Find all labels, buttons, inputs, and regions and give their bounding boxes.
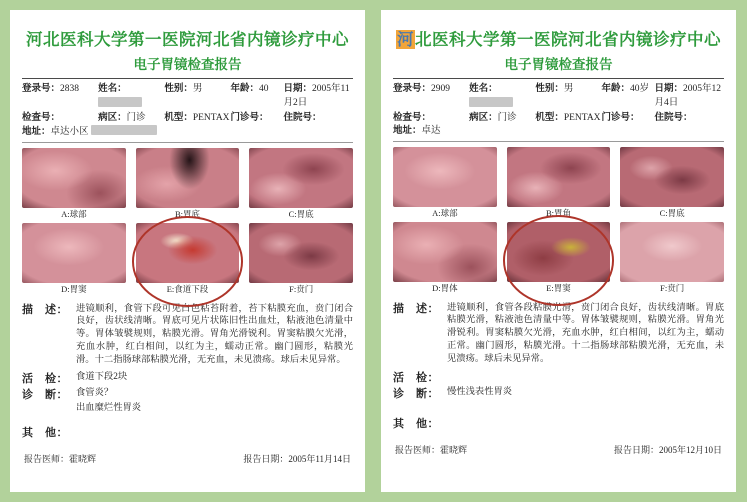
report-date-label: 报告日期： — [243, 453, 289, 464]
biopsy-section — [393, 369, 724, 385]
endoscopy-photo — [507, 147, 611, 207]
inpatient-label: 住院号： — [654, 112, 693, 123]
report-date-value: 2005年11月14日 — [288, 453, 351, 464]
date-label: 日期： — [654, 84, 683, 94]
endoscopy-photo — [507, 222, 611, 282]
inpatient-label: 住院号： — [283, 112, 322, 123]
divider — [22, 142, 353, 143]
ward-value: 门诊 — [497, 112, 517, 123]
title-highlighted-char: 河 — [397, 30, 414, 49]
age-value: 40 — [259, 84, 269, 94]
biopsy-section — [22, 370, 353, 386]
ward-label: 病区： — [98, 112, 127, 123]
hospital-title — [393, 26, 724, 50]
info-row-3 — [393, 125, 724, 139]
description-label: 描 述： — [393, 303, 439, 316]
endoscopy-cell-e — [136, 223, 240, 295]
date-value: 2005年12月4日 — [654, 84, 721, 108]
gender-label: 性别： — [535, 84, 564, 94]
address-label: 地址： — [393, 126, 422, 137]
description-section — [22, 301, 353, 367]
gender-value: 男 — [192, 84, 203, 94]
model-value: PENTAX — [192, 112, 230, 123]
doctor-label: 报告医师： — [395, 444, 441, 455]
report-page-left — [10, 10, 365, 492]
endoscopy-cell-c — [249, 148, 353, 220]
info-row-2 — [393, 112, 724, 126]
endoscopy-photo — [393, 147, 497, 207]
model-value: PENTAX — [563, 112, 601, 123]
endoscopy-cell-f — [249, 223, 353, 295]
biopsy-label: 活 检： — [22, 372, 68, 385]
title-text: 河北医科大学第一医院河北省内镜诊疗中心 — [26, 30, 349, 49]
ward-label: 病区： — [469, 112, 498, 123]
address-label: 地址： — [22, 127, 51, 138]
exam-label: 检查号： — [22, 112, 61, 123]
info-row-1 — [393, 83, 724, 112]
report-subtitle: 电子胃镜检查报告 — [504, 57, 613, 73]
address-value: 卓达 — [421, 126, 441, 137]
photo-caption: C:胃底 — [288, 209, 314, 220]
diagnosis-text: 慢性浅表性胃炎 — [447, 387, 513, 398]
description-section — [393, 300, 724, 366]
photo-caption: B:胃底 — [174, 209, 200, 220]
name-redacted — [469, 97, 513, 107]
report-page-right — [381, 10, 736, 492]
diagnosis-label: 诊 断： — [22, 388, 68, 401]
info-row-3 — [22, 125, 353, 140]
date-value: 2005年11月2日 — [283, 84, 350, 108]
diagnosis-text: 食管炎？ — [76, 388, 114, 399]
endoscopy-photo — [620, 147, 724, 207]
outpatient-label: 门诊号： — [230, 112, 269, 123]
endoscopy-photo — [249, 223, 353, 283]
biopsy-text — [447, 369, 724, 385]
endoscopy-photo — [620, 222, 724, 282]
date-label: 日期： — [283, 84, 312, 94]
doctor-name: 霍晓辉 — [440, 444, 468, 455]
gender-label: 性别： — [164, 84, 193, 94]
endoscopy-cell-b — [507, 147, 611, 219]
name-label: 姓名： — [98, 84, 127, 94]
diagnosis-label: 诊 断： — [393, 387, 439, 400]
other-label: 其 他： — [393, 417, 439, 430]
age-value: 40岁 — [630, 84, 650, 94]
biopsy-label: 活 检： — [393, 371, 439, 384]
photo-caption: B:胃角 — [545, 208, 571, 219]
outpatient-label: 门诊号： — [601, 112, 640, 123]
endoscopy-photo — [136, 148, 240, 208]
report-footer — [393, 443, 724, 456]
endoscopy-photo — [22, 223, 126, 283]
endoscopy-photo — [136, 223, 240, 283]
photo-caption: D:胃窦 — [61, 284, 87, 295]
description-label: 描 述： — [22, 304, 68, 317]
model-label: 机型： — [164, 112, 193, 123]
diagnosis-text-line2: 出血糜烂性胃炎 — [76, 402, 142, 413]
name-redacted — [98, 97, 142, 107]
photo-caption: E:食道下段 — [166, 284, 209, 295]
other-section — [22, 424, 353, 440]
login-value: 2909 — [431, 84, 451, 94]
endoscopy-cell-f — [620, 222, 724, 294]
endoscopy-cell-d — [393, 222, 497, 294]
description-text: 进镜顺利，食管各段粘膜光滑，贲门闭合良好，齿状线清晰。胃底粘膜光滑，粘液池色清量中等。胃体皱襞规则，粘膜光滑。胃角光滑锐利。胃窦粘膜欠光滑，充血水肿，红白相间，以红为主，蠕动正常。幽门圆形，粘膜光滑。十二指肠球部粘膜光滑，无充血，未见溃疡。球后未见异常。 — [447, 302, 724, 364]
photo-caption: C:胃底 — [659, 208, 685, 219]
photo-caption: E:胃窦 — [546, 283, 571, 294]
login-label: 登录号： — [22, 84, 61, 94]
ward-value: 门诊 — [126, 112, 146, 123]
hospital-title — [22, 26, 353, 50]
patient-info — [22, 83, 353, 140]
photo-caption: F:贲门 — [289, 284, 314, 295]
other-label: 其 他： — [22, 426, 68, 439]
address-value: 卓达小区 — [50, 127, 89, 138]
photo-caption: A:球部 — [432, 208, 458, 219]
photo-caption: D:胃体 — [432, 283, 458, 294]
other-text — [447, 415, 724, 431]
photo-caption: A:球部 — [61, 209, 87, 220]
exam-label: 检查号： — [393, 112, 432, 123]
doctor-label: 报告医师： — [24, 453, 70, 464]
photo-caption: F:贲门 — [660, 283, 685, 294]
other-section — [393, 415, 724, 431]
report-date-value: 2005年12月10日 — [658, 444, 722, 455]
endoscopy-photo — [22, 148, 126, 208]
login-value: 2838 — [60, 84, 80, 94]
login-label: 登录号： — [393, 84, 432, 94]
endoscopy-image-grid — [22, 148, 353, 295]
name-label: 姓名： — [469, 84, 498, 94]
title-text: 北医科大学第一医院河北省内镜诊疗中心 — [415, 30, 721, 49]
report-subtitle: 电子胃镜检查报告 — [133, 57, 242, 73]
info-row-1 — [22, 83, 353, 112]
description-text: 进镜顺利，食管下段可见白色粘苔附着，苔下粘膜充血，贲门闭合良好，齿状线清晰。胃底可见片状陈旧性出血灶，粘液池色清量中等。胃体皱襞规则，粘膜光滑。胃角光滑锐利。胃窦粘膜欠光滑，充血水肿，红白相间，以红为主，蠕动正常。幽门圆形，粘膜光滑。十二指肠球部粘膜光滑，无充血，未见溃疡。球后未见异常。 — [76, 303, 353, 365]
diagnosis-section — [393, 385, 724, 401]
gender-value: 男 — [563, 84, 574, 94]
address-redacted — [91, 125, 157, 135]
report-footer — [22, 452, 353, 465]
patient-info — [393, 83, 724, 139]
biopsy-text: 食道下段2块 — [76, 372, 128, 383]
endoscopy-cell-a — [22, 148, 126, 220]
age-label: 年龄： — [601, 84, 631, 94]
other-text — [76, 424, 353, 440]
endoscopy-cell-d — [22, 223, 126, 295]
endoscopy-cell-c — [620, 147, 724, 219]
endoscopy-cell-a — [393, 147, 497, 219]
endoscopy-cell-e — [507, 222, 611, 294]
endoscopy-photo — [393, 222, 497, 282]
report-date-label: 报告日期： — [613, 444, 659, 455]
age-label: 年龄： — [230, 84, 260, 94]
endoscopy-cell-b — [136, 148, 240, 220]
divider — [393, 141, 724, 142]
info-row-2 — [22, 112, 353, 126]
doctor-name: 霍晓辉 — [69, 453, 97, 464]
divider — [393, 78, 724, 79]
endoscopy-photo — [249, 148, 353, 208]
diagnosis-section — [22, 386, 353, 402]
divider — [22, 78, 353, 79]
model-label: 机型： — [535, 112, 564, 123]
endoscopy-image-grid — [393, 147, 724, 294]
